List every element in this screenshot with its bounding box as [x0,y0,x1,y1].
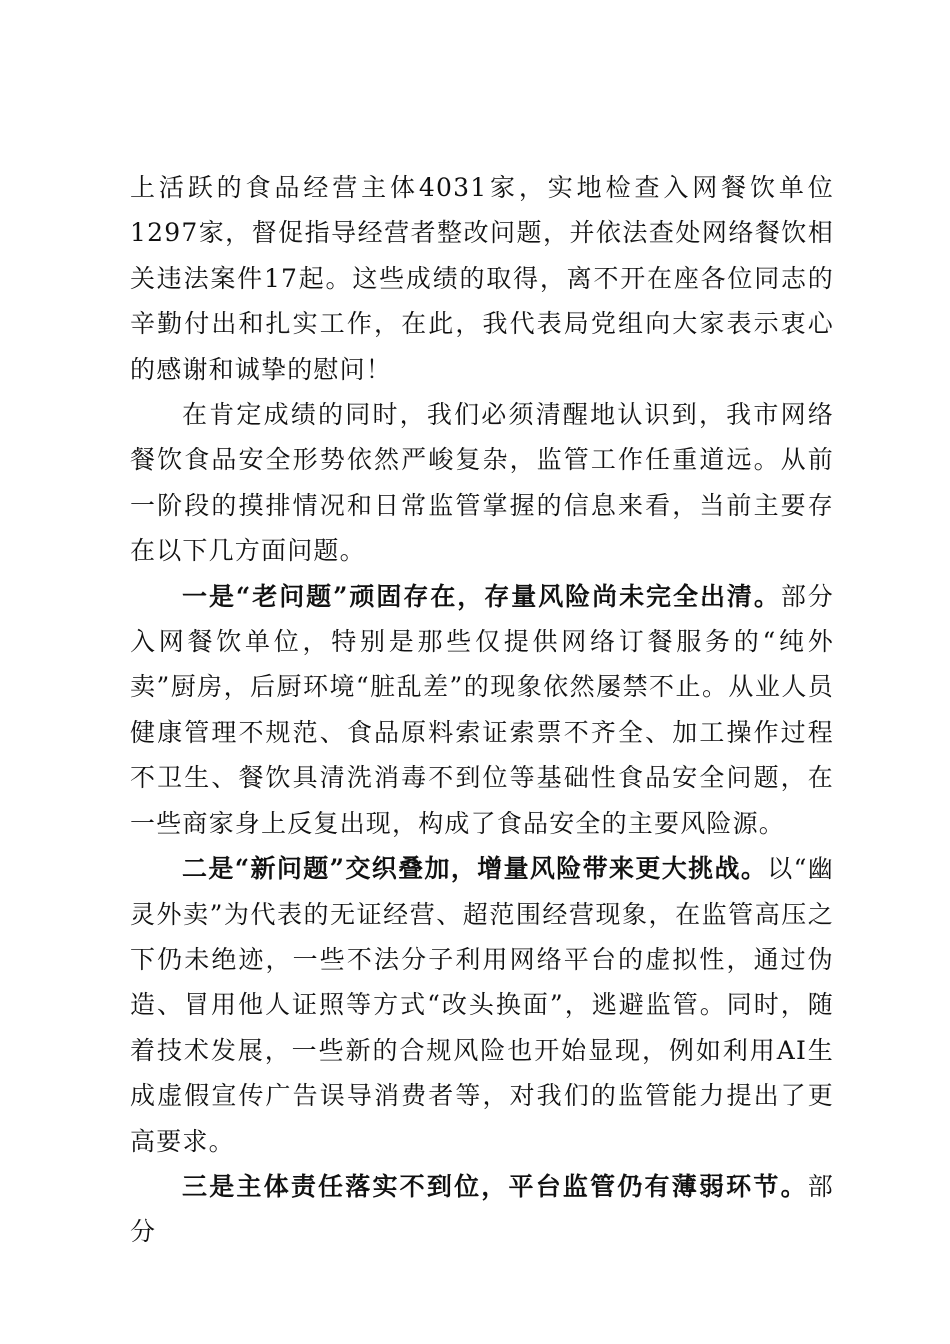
paragraph-intro [130,392,834,574]
paragraph-text: 部分入网餐饮单位，特别是那些仅提供网络订餐服务的“纯外卖”厨房，后厨环境“脏乱差”的现象依然屡禁不止。从业人员健康管理不规范、食品原料索证索票不齐全、加工操作过程不卫生、餐饮具清洗消毒不到位等基础性食品安全问题，在一些商家身上反复出现，构成了食品安全的主要风险源。 [130,581,834,838]
paragraph-text: 上活跃的食品经营主体4031家，实地检查入网餐饮单位1297家，督促指导经营者整改问题，并依法查处网络餐饮相关违法案件17起。这些成绩的取得，离不开在座各位同志的辛勤付出和扎实工作，在此，我代表局党组向大家表示衷心的感谢和诚挚的慰问！ [130,173,834,384]
paragraph-problem-2 [130,846,834,1164]
paragraph-problem-1 [130,574,834,846]
paragraph-continuation [130,165,834,392]
paragraph-heading: 二是“新问题”交织叠加，增量风险带来更大挑战。 [182,854,768,884]
paragraph-text: 部分 [130,1171,834,1247]
paragraph-problem-3 [130,1164,834,1255]
paragraph-heading: 三是主体责任落实不到位，平台监管仍有薄弱环节。 [182,1171,808,1201]
paragraph-heading: 一是“老问题”顽固存在，存量风险尚未完全出清。 [182,581,781,611]
paragraph-text: 以“幽灵外卖”为代表的无证经营、超范围经营现象，在监管高压之下仍未绝迹，一些不法分子利用网络平台的虚拟性，通过伪造、冒用他人证照等方式“改头换面”，逃避监管。同时，随着技术发展，一些新的合规风险也开始显现，例如利用AI生成虚假宣传广告误导消费者等，对我们的监管能力提出了更高要求。 [130,854,834,1156]
paragraph-text: 在肯定成绩的同时，我们必须清醒地认识到，我市网络餐饮食品安全形势依然严峻复杂，监管工作任重道远。从前一阶段的摸排情况和日常监管掌握的信息来看，当前主要存在以下几方面问题。 [130,400,834,566]
document-body [130,165,834,1255]
